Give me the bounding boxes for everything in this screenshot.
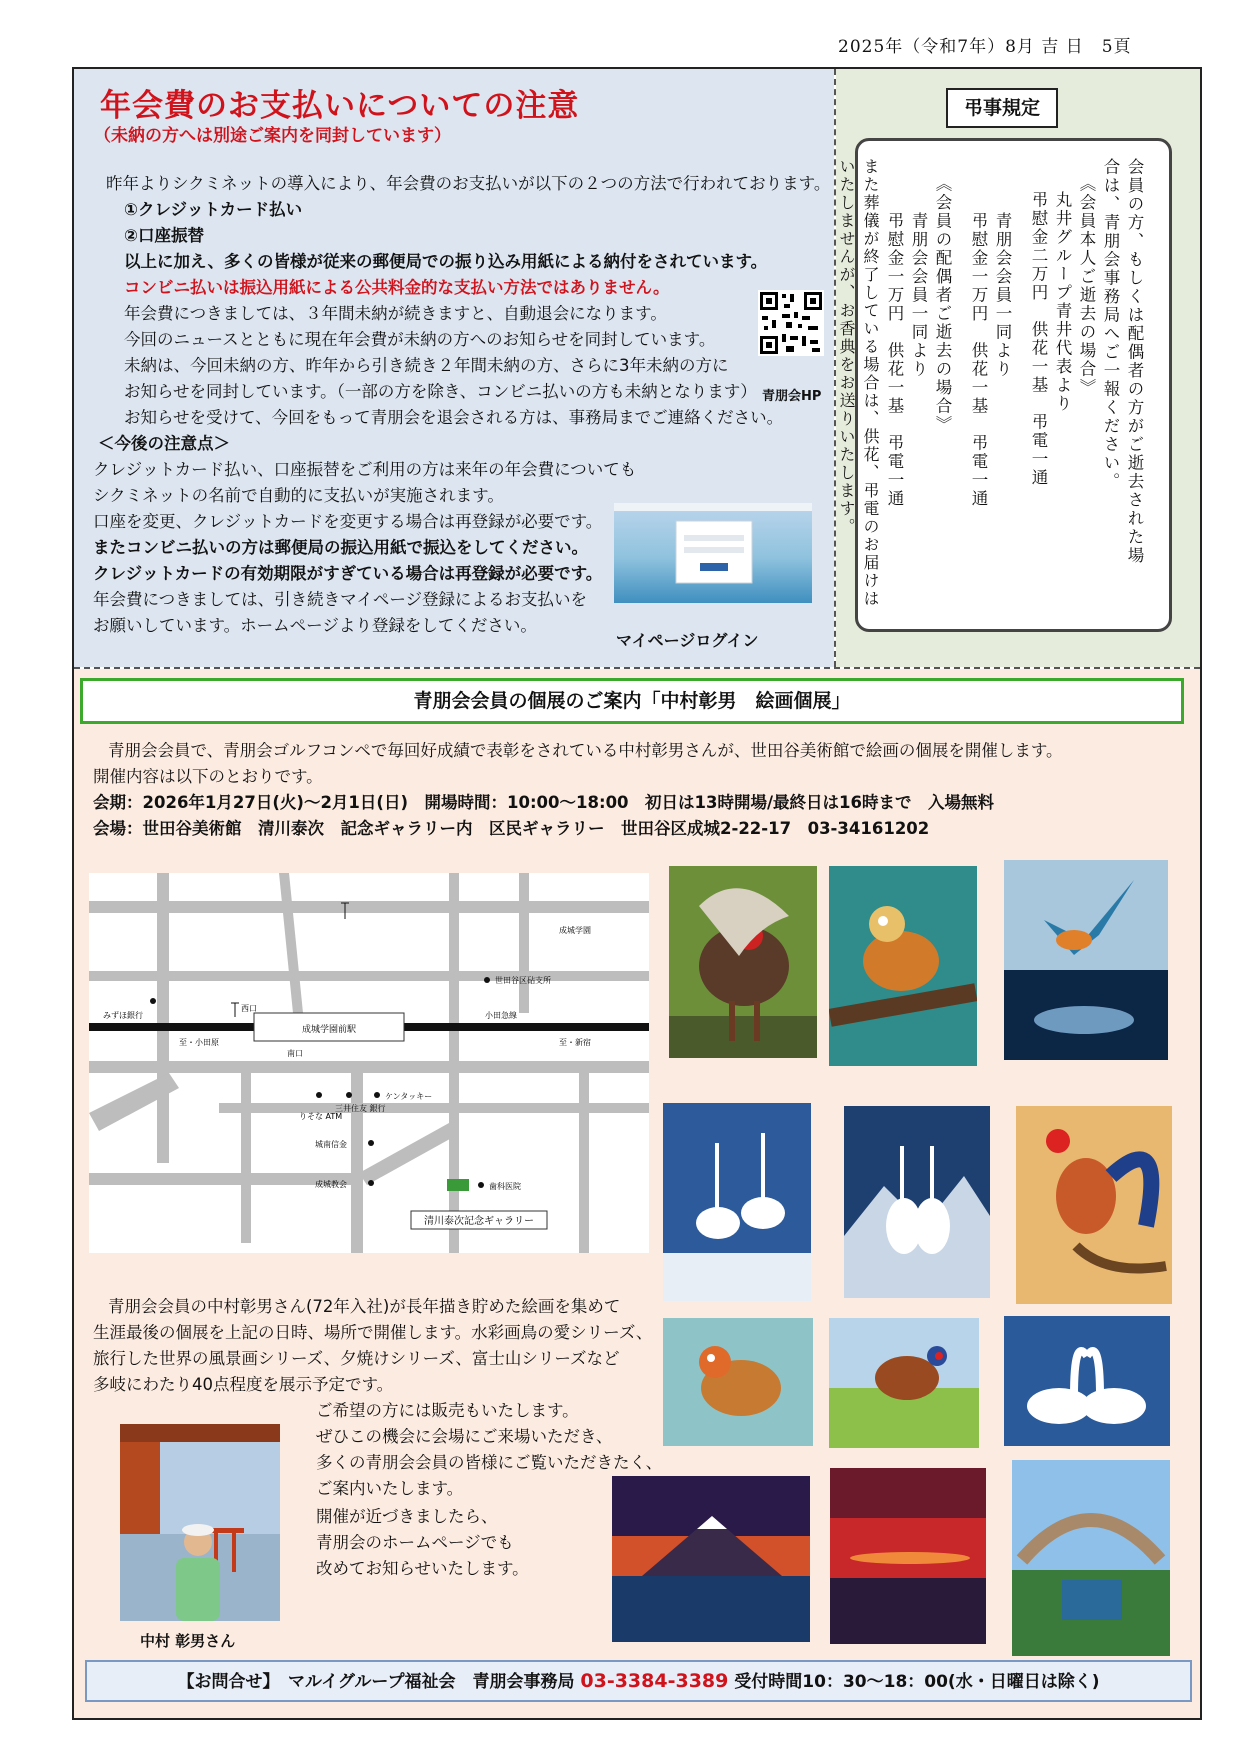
condolence-title: 弔事規定 xyxy=(946,88,1058,128)
artist-portrait-photo xyxy=(120,1424,280,1621)
condolence-line: 丸井グループ青井代表より xyxy=(1053,191,1072,413)
condolence-line: 青朋会会員一同より xyxy=(909,212,928,379)
contact-phone[interactable]: 03-3384-3389 xyxy=(580,1670,729,1692)
event-period: 会期：2026年1月27日(火)～2月1日(日) 開場時間：10:00～18:00 初日は13時開場/最終日は16時まで 入場無料 xyxy=(93,793,994,812)
notice-line: クレジットカードの有効期限がすぎている場合は再登録が必要です。 xyxy=(93,564,603,583)
map-odakyu-label: 小田急線 xyxy=(485,1011,517,1020)
condolence-line: 会員の方、もしくは配偶者の方がご逝去された場 xyxy=(1125,158,1144,565)
page-header-date: 2025年（令和7年）8月 吉 日 5頁 xyxy=(838,37,1132,57)
event-body-line: 生涯最後の個展を上記の日時、場所で開催します。水彩画鳥の愛シリーズ、 xyxy=(93,1323,653,1342)
notice-line: 年会費につきましては、引き続きマイページ登録によるお支払いを xyxy=(93,590,588,609)
painting-pheasant xyxy=(829,1318,979,1448)
condolence-line: 弔慰金一万円 供花一基 弔電一通 xyxy=(969,212,988,508)
portrait-caption: 中村 彰男さん xyxy=(140,1632,236,1650)
event-body-line: 多くの青朋会会員の皆様にご覧いただきたく、 xyxy=(316,1453,663,1472)
painting-rooster-blue xyxy=(1016,1106,1172,1304)
condolence-line: 青朋会会員一同より xyxy=(993,212,1012,379)
condolence-line: 《会員本人ご逝去の場合》 xyxy=(1077,175,1096,397)
event-body-line: 開催が近づきましたら、 xyxy=(316,1507,498,1526)
map-smbc-label: 三井住友 銀行 xyxy=(335,1104,386,1113)
condolence-line: いたしませんが、お香典をお送りいたします。 xyxy=(837,158,856,536)
mypage-login-screenshot xyxy=(614,503,812,603)
painting-mandarin-duck-2 xyxy=(663,1318,813,1446)
map-dental-label: 歯科医院 xyxy=(489,1182,521,1191)
map-church-label: 成城教会 xyxy=(315,1180,347,1189)
painting-swans xyxy=(1004,1316,1170,1446)
condolence-line: また葬儀が終了している場合は、供花、弔電のお届けは xyxy=(861,158,880,608)
event-body-line: ご希望の方には販売もいたします。 xyxy=(316,1401,579,1420)
notice-line: 口座を変更、クレジットカードを変更する場合は再登録が必要です。 xyxy=(93,512,603,531)
mypage-login-label: マイページログイン xyxy=(616,631,759,650)
painting-cranes-blue xyxy=(663,1103,811,1301)
notice-title: 年会費のお支払いについての注意 xyxy=(100,88,580,124)
contact-hours: 受付時間10：30～18：00(水・日曜日は除く) xyxy=(734,1672,1100,1692)
painting-mount-fuji xyxy=(612,1476,810,1642)
map-mizuho-label: みずほ銀行 xyxy=(103,1011,143,1020)
map-police-label: 城南信金 xyxy=(315,1140,347,1149)
notice-heading: ＜今後の注意点＞ xyxy=(98,434,230,453)
condolence-line: 合は、青朋会事務局へご一報ください。 xyxy=(1101,158,1120,491)
notice-line: クレジットカード払い、口座振替をご利用の方は来年の年会費についても xyxy=(93,460,637,479)
notice-line: またコンビニ払いの方は郵便局の振込用紙で振込をしてください。 xyxy=(93,538,588,557)
map-gallery-label: 清川泰次記念ギャラリー xyxy=(424,1216,534,1227)
painting-cranes-mountain xyxy=(844,1106,990,1298)
notice-line: ②口座振替 xyxy=(124,226,204,245)
map-west-exit-label: 西口 xyxy=(241,1004,257,1013)
painting-sunset xyxy=(830,1468,986,1644)
contact-bar xyxy=(85,1660,1192,1702)
map-to-shinjuku-label: 至・新宿 xyxy=(559,1038,591,1047)
event-body-line: 青朋会のホームページでも xyxy=(316,1533,514,1552)
venue-map xyxy=(89,873,649,1253)
painting-kingfisher xyxy=(1004,860,1168,1060)
map-kfc-label: ケンタッキー xyxy=(385,1092,433,1101)
notice-line: 昨年よりシクミネットの導入により、年会費のお支払いが以下の２つの方法で行われております。 xyxy=(106,174,831,193)
map-south-exit-label: 南口 xyxy=(287,1049,303,1058)
notice-subtitle: （未納の方へは別途ご案内を同封しています） xyxy=(94,126,451,146)
event-body-line: 多岐にわたり40点程度を展示予定です。 xyxy=(93,1375,394,1394)
event-intro: 青朋会会員で、青朋会ゴルフコンペで毎回好成績で表彰をされている中村彰男さんが、世田谷美術館で絵画の個展を開催します。 xyxy=(108,741,1063,760)
notice-line-warning: コンビニ払いは振込用紙による公共料金的な支払い方法ではありません。 xyxy=(124,278,670,297)
map-branch-label: 世田谷区砧支所 xyxy=(495,976,551,985)
event-body-line: 改めてお知らせいたします。 xyxy=(316,1559,529,1578)
event-body-line: 青朋会会員の中村彰男さん(72年入社)が長年描き貯めた絵画を集めて xyxy=(108,1297,621,1316)
notice-line: シクミネットの名前で自動的に支払いが実施されます。 xyxy=(93,486,504,505)
event-intro: 開催内容は以下のとおりです。 xyxy=(93,767,323,786)
condolence-line: 《会員の配偶者ご逝去の場合》 xyxy=(933,175,952,434)
map-to-odawara-label: 至・小田原 xyxy=(179,1038,219,1047)
notice-line: 以上に加え、多くの皆様が従来の郵便局での振り込み用紙による納付をされています。 xyxy=(124,252,768,271)
condolence-line: 弔慰金二万円 供花一基 弔電一通 xyxy=(1029,191,1048,487)
notice-line: 年会費につきましては、３年間未納が続きますと、自動退会になります。 xyxy=(124,304,667,323)
event-body-line: ご案内いたします。 xyxy=(316,1479,464,1498)
notice-line: お知らせを同封しています。（一部の方を除き、コンビニ払いの方も未納となります） xyxy=(124,382,757,401)
painting-rooster xyxy=(669,866,817,1058)
map-station-label: 成城学園前駅 xyxy=(301,1025,357,1035)
notice-line: 今回のニュースとともに現在年会費が未納の方へのお知らせを同封しています。 xyxy=(124,330,716,349)
map-seijo-gakuen-label: 成城学園 xyxy=(559,926,591,935)
event-title: 青朋会会員の個展のご案内「中村彰男 絵画個展」 xyxy=(80,678,1184,724)
notice-line: お願いしています。ホームページより登録をしてください。 xyxy=(93,616,537,635)
map-resona-label: りそな ATM xyxy=(299,1112,343,1121)
qr-label: 青朋会HP xyxy=(762,389,822,404)
notice-line: お知らせを受けて、今回をもって青朋会を退会される方は、事務局までご連絡ください。 xyxy=(124,408,784,427)
painting-mandarin-duck xyxy=(829,866,977,1066)
event-venue: 会場：世田谷美術館 清川泰次 記念ギャラリー内 区民ギャラリー 世田谷区成城2-22-17 03-34161202 xyxy=(93,819,930,838)
qr-code[interactable] xyxy=(758,290,824,356)
event-body-line: ぜひこの機会に会場にご来場いただき、 xyxy=(316,1427,613,1446)
notice-line: 未納は、今回未納の方、昨年から引き続き２年間未納の方、さらに3年未納の方に xyxy=(124,356,729,375)
notice-line: ①クレジットカード払い xyxy=(124,200,303,219)
condolence-line: 弔慰金一万円 供花一基 弔電一通 xyxy=(885,212,904,508)
event-body-line: 旅行した世界の風景画シリーズ、夕焼けシリーズ、富士山シリーズなど xyxy=(93,1349,620,1368)
contact-label: 【お問合せ】 マルイグループ福祉会 青朋会事務局 xyxy=(177,1672,575,1692)
painting-bridge-landscape xyxy=(1012,1460,1170,1656)
